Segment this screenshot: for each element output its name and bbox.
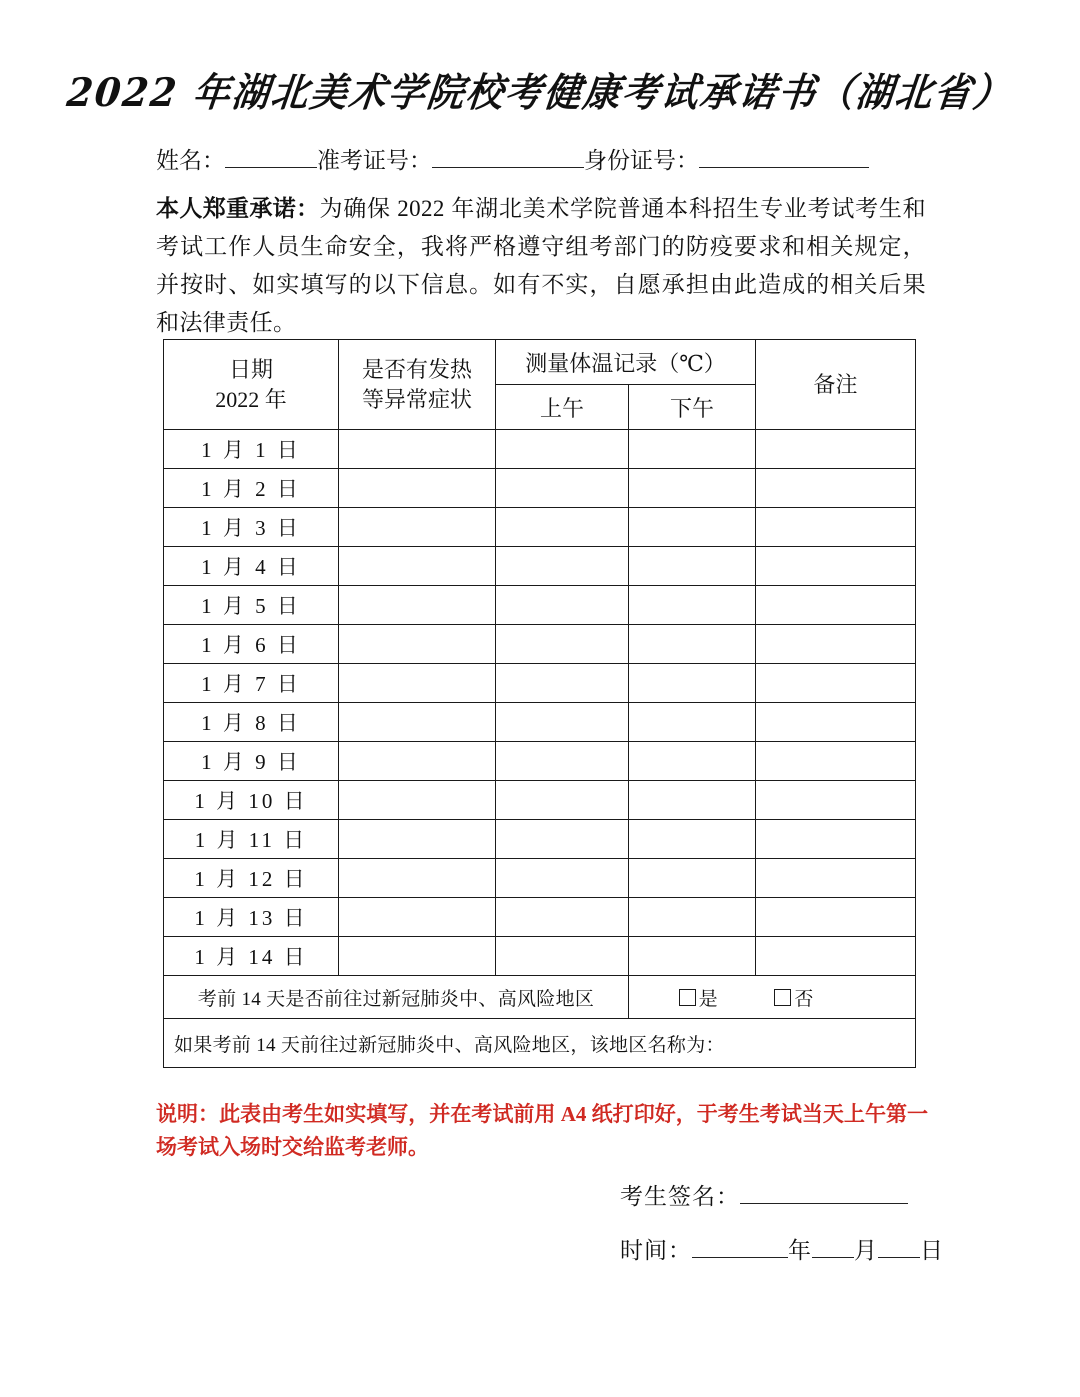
date-cell: 1 月 14 日 [164, 937, 339, 976]
remark-cell[interactable] [756, 625, 916, 664]
date-cell: 1 月 5 日 [164, 586, 339, 625]
fever-cell[interactable] [339, 508, 496, 547]
checkbox-icon-yes[interactable] [679, 989, 696, 1006]
morning-temp-cell[interactable] [496, 859, 629, 898]
afternoon-temp-cell[interactable] [629, 586, 756, 625]
morning-temp-cell[interactable] [496, 937, 629, 976]
ticket-number-input-blank[interactable] [432, 145, 584, 168]
declaration-paragraph [156, 190, 926, 342]
header-temperature: 测量体温记录（℃） [496, 340, 756, 385]
date-cell: 1 月 10 日 [164, 781, 339, 820]
header-fever-line2: 等异常症状 [361, 386, 472, 412]
header-fever-line1: 是否有发热 [361, 356, 472, 382]
morning-temp-cell[interactable] [496, 469, 629, 508]
remark-cell[interactable] [756, 508, 916, 547]
fever-cell[interactable] [339, 469, 496, 508]
year-input-blank[interactable] [692, 1235, 788, 1258]
declaration-body: 为确保 2022 年湖北美术学院普通本科招生专业考试考生和考试工作人员生命安全，我将严格遵守组考部门的防疫要求和相关规定，并按时、如实填写的以下信息。如有不实，自愿承担由此造成的相关后果和法律责任。 [156, 196, 927, 335]
fever-cell[interactable] [339, 430, 496, 469]
header-fever [339, 340, 496, 430]
header-date [164, 340, 339, 430]
remark-cell[interactable] [756, 430, 916, 469]
day-unit-label: 日 [920, 1238, 944, 1263]
morning-temp-cell[interactable] [496, 508, 629, 547]
header-date-line1: 日期 [228, 356, 273, 382]
afternoon-temp-cell[interactable] [629, 625, 756, 664]
remark-cell[interactable] [756, 898, 916, 937]
morning-temp-cell[interactable] [496, 625, 629, 664]
name-label: 姓名： [156, 148, 225, 173]
id-number-input-blank[interactable] [699, 145, 869, 168]
afternoon-temp-cell[interactable] [629, 742, 756, 781]
risk-option-no-label: 否 [794, 988, 814, 1010]
afternoon-temp-cell[interactable] [629, 508, 756, 547]
afternoon-temp-cell[interactable] [629, 664, 756, 703]
table-row [164, 898, 916, 937]
afternoon-temp-cell[interactable] [629, 898, 756, 937]
remark-cell[interactable] [756, 586, 916, 625]
fever-cell[interactable] [339, 898, 496, 937]
date-cell: 1 月 13 日 [164, 898, 339, 937]
name-input-blank[interactable] [225, 145, 317, 168]
month-unit-label: 月 [854, 1238, 878, 1263]
table-row [164, 664, 916, 703]
header-afternoon: 下午 [629, 385, 756, 430]
header-date-line2: 2022 年 [215, 386, 287, 412]
afternoon-temp-cell[interactable] [629, 937, 756, 976]
date-cell: 1 月 7 日 [164, 664, 339, 703]
date-cell: 1 月 11 日 [164, 820, 339, 859]
risk-option-no[interactable] [774, 989, 813, 1010]
fever-cell[interactable] [339, 547, 496, 586]
afternoon-temp-cell[interactable] [629, 859, 756, 898]
afternoon-temp-cell[interactable] [629, 547, 756, 586]
morning-temp-cell[interactable] [496, 820, 629, 859]
table-row [164, 742, 916, 781]
remark-cell[interactable] [756, 547, 916, 586]
remark-cell[interactable] [756, 781, 916, 820]
date-row [620, 1232, 944, 1265]
date-cell: 1 月 1 日 [164, 430, 339, 469]
afternoon-temp-cell[interactable] [629, 703, 756, 742]
remark-cell[interactable] [756, 664, 916, 703]
signature-label: 考生签名： [620, 1184, 740, 1209]
risk-option-yes[interactable] [679, 989, 718, 1010]
date-cell: 1 月 2 日 [164, 469, 339, 508]
morning-temp-cell[interactable] [496, 586, 629, 625]
morning-temp-cell[interactable] [496, 781, 629, 820]
morning-temp-cell[interactable] [496, 703, 629, 742]
declaration-lead: 本人郑重承诺： [156, 196, 320, 221]
fever-cell[interactable] [339, 664, 496, 703]
remark-cell[interactable] [756, 742, 916, 781]
date-cell: 1 月 6 日 [164, 625, 339, 664]
afternoon-temp-cell[interactable] [629, 781, 756, 820]
table-row [164, 586, 916, 625]
table-row [164, 547, 916, 586]
date-cell: 1 月 12 日 [164, 859, 339, 898]
remark-cell[interactable] [756, 703, 916, 742]
afternoon-temp-cell[interactable] [629, 430, 756, 469]
table-row [164, 625, 916, 664]
ticket-number-label: 准考证号： [317, 148, 432, 173]
date-cell: 1 月 9 日 [164, 742, 339, 781]
table-row [164, 469, 916, 508]
table-header [164, 340, 916, 430]
checkbox-icon-no[interactable] [774, 989, 791, 1006]
table-row [164, 703, 916, 742]
header-morning: 上午 [496, 385, 629, 430]
morning-temp-cell[interactable] [496, 742, 629, 781]
year-unit-label: 年 [788, 1238, 812, 1263]
date-cell: 1 月 3 日 [164, 508, 339, 547]
table-row [164, 859, 916, 898]
table-row [164, 508, 916, 547]
month-input-blank[interactable] [812, 1235, 854, 1258]
remark-cell[interactable] [756, 937, 916, 976]
table-row [164, 820, 916, 859]
morning-temp-cell[interactable] [496, 898, 629, 937]
signature-row [620, 1178, 908, 1211]
date-label: 时间： [620, 1238, 692, 1263]
table-row [164, 781, 916, 820]
instruction-note: 说明：此表由考生如实填写，并在考试前用 A4 纸打印好，于考生考试当天上午第一场考试入场时交给监考老师。 [156, 1102, 928, 1159]
day-input-blank[interactable] [878, 1235, 920, 1258]
afternoon-temp-cell[interactable] [629, 820, 756, 859]
risk-area-row [164, 976, 916, 1019]
remark-cell[interactable] [756, 859, 916, 898]
risk-area-question: 考前 14 天是否前往过新冠肺炎中、高风险地区 [164, 976, 629, 1019]
date-cell: 1 月 4 日 [164, 547, 339, 586]
risk-option-yes-label: 是 [698, 988, 718, 1010]
fever-cell[interactable] [339, 586, 496, 625]
region-name-row [164, 1019, 916, 1068]
afternoon-temp-cell[interactable] [629, 469, 756, 508]
table-row [164, 937, 916, 976]
fever-cell[interactable] [339, 742, 496, 781]
fever-cell[interactable] [339, 625, 496, 664]
morning-temp-cell[interactable] [496, 664, 629, 703]
remark-cell[interactable] [756, 820, 916, 859]
risk-area-answer [629, 976, 916, 1019]
table-row [164, 430, 916, 469]
fever-cell[interactable] [339, 781, 496, 820]
remark-cell[interactable] [756, 469, 916, 508]
date-cell: 1 月 8 日 [164, 703, 339, 742]
table-footer [164, 976, 916, 1068]
page-title: 2022 年湖北美术学院校考健康考试承诺书（湖北省） [64, 68, 1015, 116]
fever-cell[interactable] [339, 703, 496, 742]
health-record-table [163, 339, 916, 1068]
id-number-label: 身份证号： [584, 148, 699, 173]
fever-cell[interactable] [339, 820, 496, 859]
fever-cell[interactable] [339, 937, 496, 976]
table-body [164, 430, 916, 976]
morning-temp-cell[interactable] [496, 547, 629, 586]
morning-temp-cell[interactable] [496, 430, 629, 469]
fever-cell[interactable] [339, 859, 496, 898]
header-remark: 备注 [756, 340, 916, 430]
identity-fields-row [156, 144, 924, 178]
signature-input-blank[interactable] [740, 1181, 908, 1204]
region-name-prompt[interactable]: 如果考前 14 天前往过新冠肺炎中、高风险地区，该地区名称为： [164, 1019, 916, 1068]
